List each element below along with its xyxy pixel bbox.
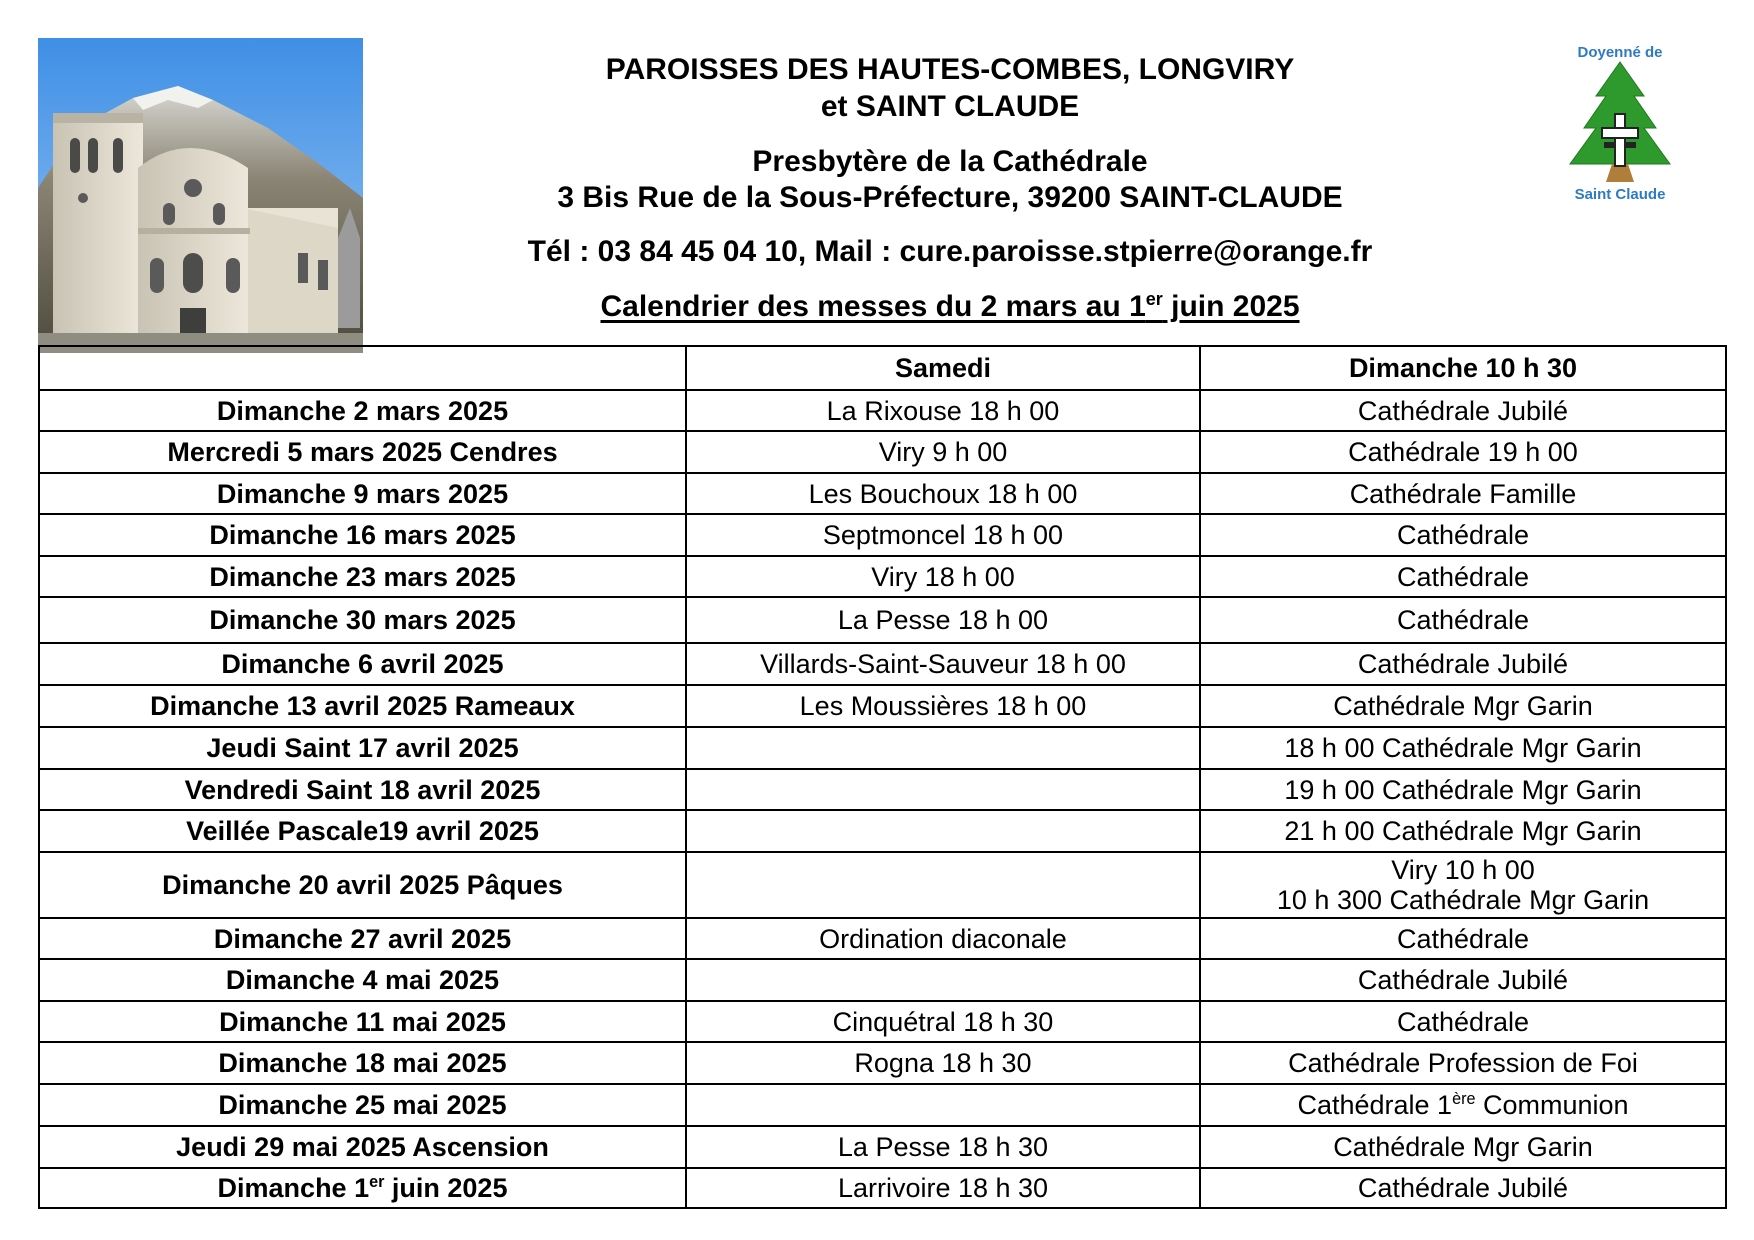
samedi-cell: Les Bouchoux 18 h 00: [686, 473, 1200, 514]
table-row: [39, 959, 1726, 1001]
samedi-cell: Rogna 18 h 30: [686, 1042, 1200, 1084]
dimanche-cell: 18 h 00 Cathédrale Mgr Garin: [1200, 727, 1726, 769]
table-row: [39, 1168, 1726, 1208]
tree-cross-icon: [1560, 44, 1680, 204]
day-cell: Dimanche 25 mai 2025: [39, 1084, 686, 1126]
column-header-day: [39, 346, 686, 390]
day-cell: Dimanche 20 avril 2025 Pâques: [39, 852, 686, 918]
day-cell: Dimanche 9 mars 2025: [39, 473, 686, 514]
table-row: [39, 643, 1726, 685]
day-text: Dimanche 1: [217, 1173, 370, 1203]
day-cell: Dimanche 27 avril 2025: [39, 918, 686, 959]
samedi-cell: Septmoncel 18 h 00: [686, 514, 1200, 556]
dimanche-cell: Cathédrale: [1200, 1001, 1726, 1042]
day-cell: Dimanche 23 mars 2025: [39, 556, 686, 597]
parish-title-line2: et SAINT CLAUDE: [820, 90, 1080, 123]
day-cell: Dimanche 13 avril 2025 Rameaux: [39, 685, 686, 727]
service-line: Viry 10 h 00: [1391, 855, 1535, 885]
samedi-cell: Ordination diaconale: [686, 918, 1200, 959]
table-row: [39, 390, 1726, 431]
table-header-row: [39, 346, 1726, 390]
day-cell: Dimanche 4 mai 2025: [39, 959, 686, 1001]
dimanche-cell: Cathédrale: [1200, 556, 1726, 597]
dimanche-cell: Cathédrale Profession de Foi: [1200, 1042, 1726, 1084]
logo-bottom-text: Saint Claude: [1574, 186, 1666, 203]
service-line: 10 h 300 Cathédrale Mgr Garin: [1276, 885, 1650, 915]
dimanche-cell: Cathédrale: [1200, 597, 1726, 643]
day-text-end: juin 2025: [384, 1173, 508, 1203]
dimanche-cell: Cathédrale: [1200, 514, 1726, 556]
parish-title: PAROISSES DES HAUTES-COMBES, LONGVIRY: [605, 53, 1295, 86]
day-cell: Vendredi Saint 18 avril 2025: [39, 769, 686, 810]
samedi-cell: [686, 727, 1200, 769]
table-row: [39, 597, 1726, 643]
dimanche-cell: 19 h 00 Cathédrale Mgr Garin: [1200, 769, 1726, 810]
samedi-cell: La Pesse 18 h 30: [686, 1126, 1200, 1168]
day-cell: Jeudi Saint 17 avril 2025: [39, 727, 686, 769]
deanery-logo: [1560, 44, 1680, 204]
dimanche-cell: Cathédrale Jubilé: [1200, 643, 1726, 685]
table-row: [39, 1126, 1726, 1168]
table-row: [39, 769, 1726, 810]
samedi-cell: [686, 852, 1200, 918]
samedi-cell: [686, 959, 1200, 1001]
samedi-cell: Les Moussières 18 h 00: [686, 685, 1200, 727]
service-text-end: Communion: [1475, 1090, 1629, 1120]
day-cell: Jeudi 29 mai 2025 Ascension: [39, 1126, 686, 1168]
day-cell: Dimanche 30 mars 2025: [39, 597, 686, 643]
table-row: [39, 1084, 1726, 1126]
samedi-cell: Villards-Saint-Sauveur 18 h 00: [686, 643, 1200, 685]
presbytery-name: Presbytère de la Cathédrale: [752, 145, 1148, 178]
table-row: [39, 473, 1726, 514]
day-sup: er: [369, 1173, 385, 1191]
dimanche-cell: Cathédrale Mgr Garin: [1200, 685, 1726, 727]
table-row: [39, 1001, 1726, 1042]
mass-schedule-table: [38, 345, 1727, 1209]
dimanche-cell: Cathédrale Jubilé: [1200, 959, 1726, 1001]
dimanche-cell: [1200, 852, 1726, 918]
day-cell: Dimanche 2 mars 2025: [39, 390, 686, 431]
service-text: Cathédrale 1: [1297, 1090, 1453, 1120]
dimanche-cell: Cathédrale 19 h 00: [1200, 431, 1726, 473]
samedi-cell: La Rixouse 18 h 00: [686, 390, 1200, 431]
day-cell: Mercredi 5 mars 2025 Cendres: [39, 431, 686, 473]
logo-top-text: Doyenné de: [1577, 44, 1663, 61]
day-cell: Dimanche 18 mai 2025: [39, 1042, 686, 1084]
dimanche-cell: Cathédrale Famille: [1200, 473, 1726, 514]
table-row: [39, 810, 1726, 852]
table-row: [39, 556, 1726, 597]
samedi-cell: Larrivoire 18 h 30: [686, 1168, 1200, 1208]
calendar-title: Calendrier des messes du 2 mars au 1er juin 2025: [600, 289, 1300, 323]
presbytery-address: 3 Bis Rue de la Sous-Préfecture, 39200 SAINT-CLAUDE: [557, 181, 1343, 214]
dimanche-cell: 21 h 00 Cathédrale Mgr Garin: [1200, 810, 1726, 852]
table-row: [39, 727, 1726, 769]
dimanche-cell: Cathédrale: [1200, 918, 1726, 959]
table-row: [39, 852, 1726, 918]
cathedral-photo: [38, 38, 363, 353]
day-cell: Veillée Pascale19 avril 2025: [39, 810, 686, 852]
table-row: [39, 918, 1726, 959]
samedi-cell: [686, 1084, 1200, 1126]
day-cell: [39, 1168, 686, 1208]
table-row: [39, 685, 1726, 727]
day-cell: Dimanche 6 avril 2025: [39, 643, 686, 685]
dimanche-cell: [1200, 1084, 1726, 1126]
dimanche-cell: Cathédrale Jubilé: [1200, 1168, 1726, 1208]
samedi-cell: [686, 769, 1200, 810]
service-sup: ère: [1452, 1090, 1476, 1108]
table-row: [39, 431, 1726, 473]
day-cell: Dimanche 16 mars 2025: [39, 514, 686, 556]
column-header-samedi: Samedi: [686, 346, 1200, 390]
day-cell: Dimanche 11 mai 2025: [39, 1001, 686, 1042]
table-row: [39, 514, 1726, 556]
column-header-dimanche: Dimanche 10 h 30: [1200, 346, 1726, 390]
dimanche-cell: Cathédrale Jubilé: [1200, 390, 1726, 431]
contact-info: Tél : 03 84 45 04 10, Mail : cure.paroisse.stpierre@orange.fr: [527, 235, 1373, 268]
samedi-cell: La Pesse 18 h 00: [686, 597, 1200, 643]
samedi-cell: Viry 9 h 00: [686, 431, 1200, 473]
samedi-cell: Cinquétral 18 h 30: [686, 1001, 1200, 1042]
samedi-cell: Viry 18 h 00: [686, 556, 1200, 597]
table-row: [39, 1042, 1726, 1084]
dimanche-cell: Cathédrale Mgr Garin: [1200, 1126, 1726, 1168]
samedi-cell: [686, 810, 1200, 852]
